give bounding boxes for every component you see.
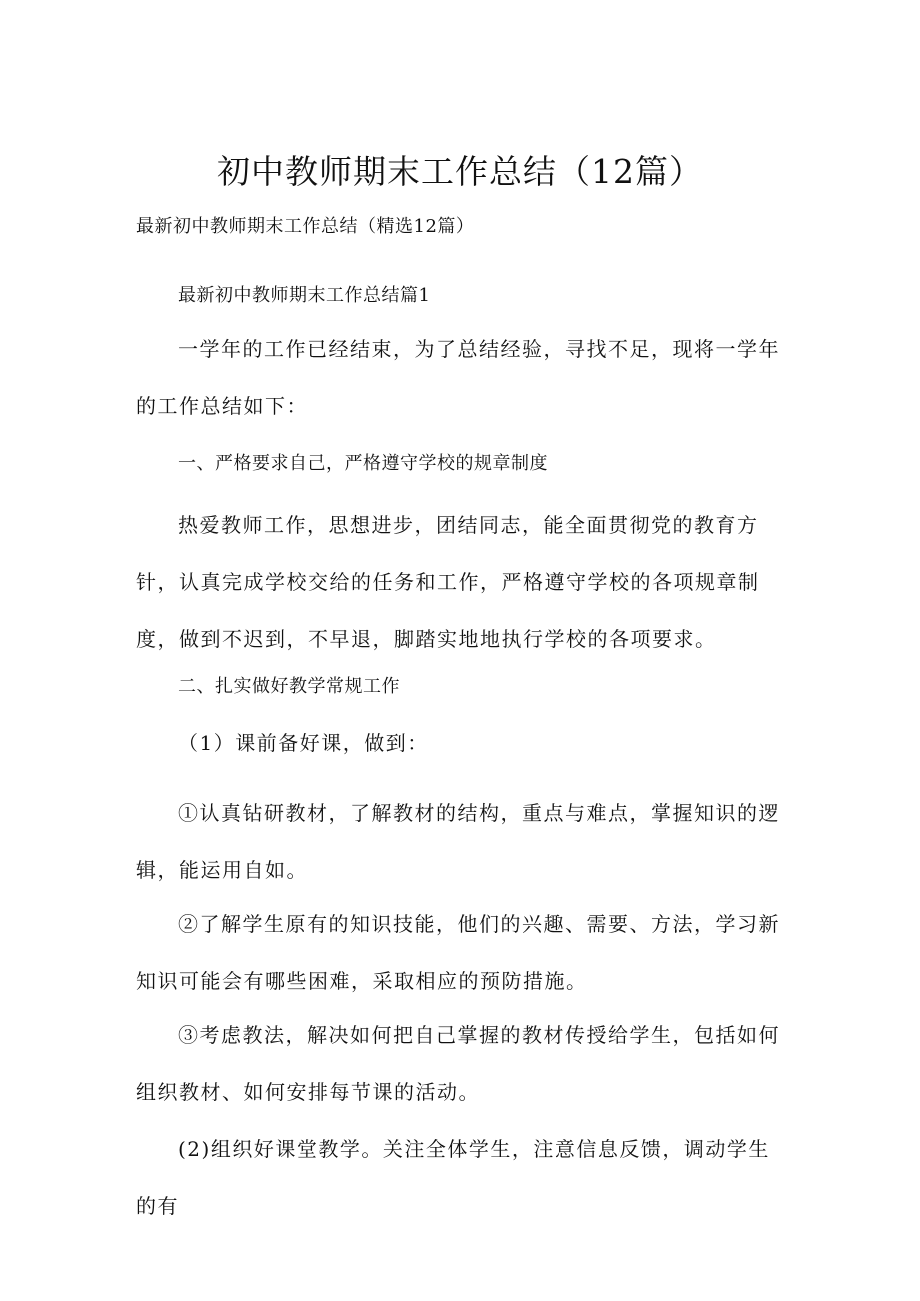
paragraph-prepare-lesson: （1）课前备好课，做到： (178, 731, 429, 755)
section-heading-part-1: 最新初中教师期末工作总结篇1 (178, 285, 431, 306)
section-heading-2: 二、扎实做好教学常规工作 (178, 676, 400, 697)
document-subtitle: 最新初中教师期末工作总结（精选12篇） (136, 216, 475, 237)
document-title: 初中教师期末工作总结（12篇） (217, 152, 703, 191)
paragraph-discipline: 热爱教师工作，思想进步，团结同志，能全面贯彻党的教育方针，认真完成学校交给的任务和工作，严格遵守学校的各项规章制度，做到不迟到，不早退，脚踏实地地执行学校的各项要求。 (136, 513, 760, 651)
paragraph-intro: 一学年的工作已经结束，为了总结经验，寻找不足，现将一学年的工作总结如下： (136, 337, 780, 418)
paragraph-classroom-teaching: (2)组织好课堂教学。关注全体学生，注意信息反馈，调动学生的有 (136, 1137, 770, 1218)
list-item-study-materials: ①认真钻研教材，了解教材的结构，重点与难点，掌握知识的逻辑，能运用自如。 (136, 801, 780, 882)
section-heading-1: 一、严格要求自己，严格遵守学校的规章制度 (178, 453, 548, 474)
list-item-teaching-method: ③考虑教法，解决如何把自己掌握的教材传授给学生，包括如何组织教材、如何安排每节课的活动。 (136, 1023, 780, 1104)
list-item-understand-students: ②了解学生原有的知识技能，他们的兴趣、需要、方法，学习新知识可能会有哪些困难，采取相应的预防措施。 (136, 912, 780, 993)
